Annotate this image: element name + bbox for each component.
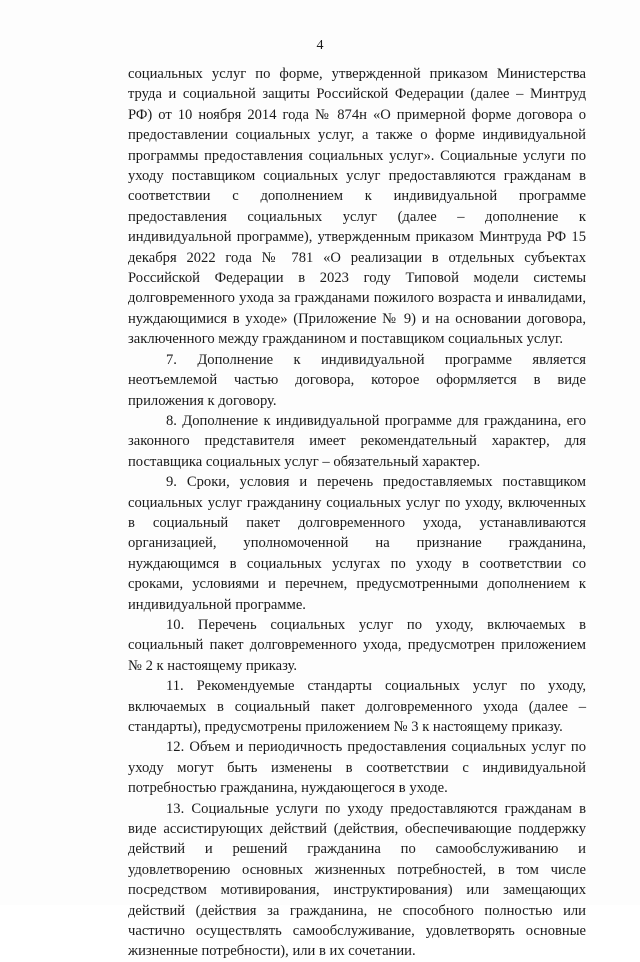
paragraph-8: 8. Дополнение к индивидуальной программе для гражданина, его законного представителя имеет рекомендательный характер, для поставщика социальных услуг – обязательный характер. — [128, 412, 586, 470]
paragraph-7: 7. Дополнение к индивидуальной программе является неотъемлемой частью договора, которое оформляется в виде приложения к договору. — [128, 351, 586, 409]
paragraph-10: 10. Перечень социальных услуг по уходу, включаемых в социальный пакет долговременного ухода, предусмотрен приложением № 2 к настоящему приказу. — [128, 616, 586, 674]
paragraph-9: 9. Сроки, условия и перечень предоставляемых поставщиком социальных услуг гражданину социальных услуг по уходу, включенных в социальный пакет долговременного ухода, устанавливаются организацией, уполномоченной на признание гражданина, нуждающимся в социальных услугах по уходу в соответствии со сроками, условиями и перечнем, предусмотренными дополнением к индивидуальной программе. — [128, 474, 586, 613]
paragraph-11: 11. Рекомендуемые стандарты социальных услуг по уходу, включаемых в социальный пакет долговременного ухода (далее – стандарты), предусмотрены приложением № 3 к настоящему приказу. — [128, 678, 586, 735]
paragraph-continuation: социальных услуг по форме, утвержденной приказом Министерства труда и социальной защиты Российской Федерации (далее – Минтруд РФ) от 10 ноября 2014 года № 874н «О примерной форме договора о предоставлении социальных услуг, а также о форме индивидуальной программы предоставления социальных услуг». Социальные услуги по уходу поставщиком социальных услуг предоставляются гражданам в соответствии с дополнением к индивидуальной программе предоставления социальных услуг (далее – дополнение к индивидуальной программе), утвержденным приказом Минтруда РФ 15 декабря 2022 года № 781 «О реализации в отдельных субъектах Российской Федерации в 2023 году Типовой модели системы долговременного ухода за гражданами пожилого возраста и инвалидами, нуждающимися в уходе» (Приложение № 9) и на основании договора, заключенного между гражданином и поставщиком социальных услуг. — [128, 66, 586, 348]
paragraph-13: 13. Социальные услуги по уходу предоставляются гражданам в виде ассистирующих действий (действия, обеспечивающие поддержку действий и решений гражданина по самообслуживанию и удовлетворению основных жизненных потребностей, в том числе посредством мотивирования, инструктирования) или замещающих действий (действия за гражданина, не способного полностью или частично осуществлять самообслуживание, удовлетворять основные жизненные потребности), или в их сочетании. — [128, 800, 586, 960]
paragraph-12: 12. Объем и периодичность предоставления социальных услуг по уходу могут быть изменены в соответствии с индивидуальной потребностью гражданина, нуждающегося в уходе. — [128, 739, 586, 797]
document-body — [128, 64, 586, 962]
page-number: 4 — [316, 38, 324, 53]
